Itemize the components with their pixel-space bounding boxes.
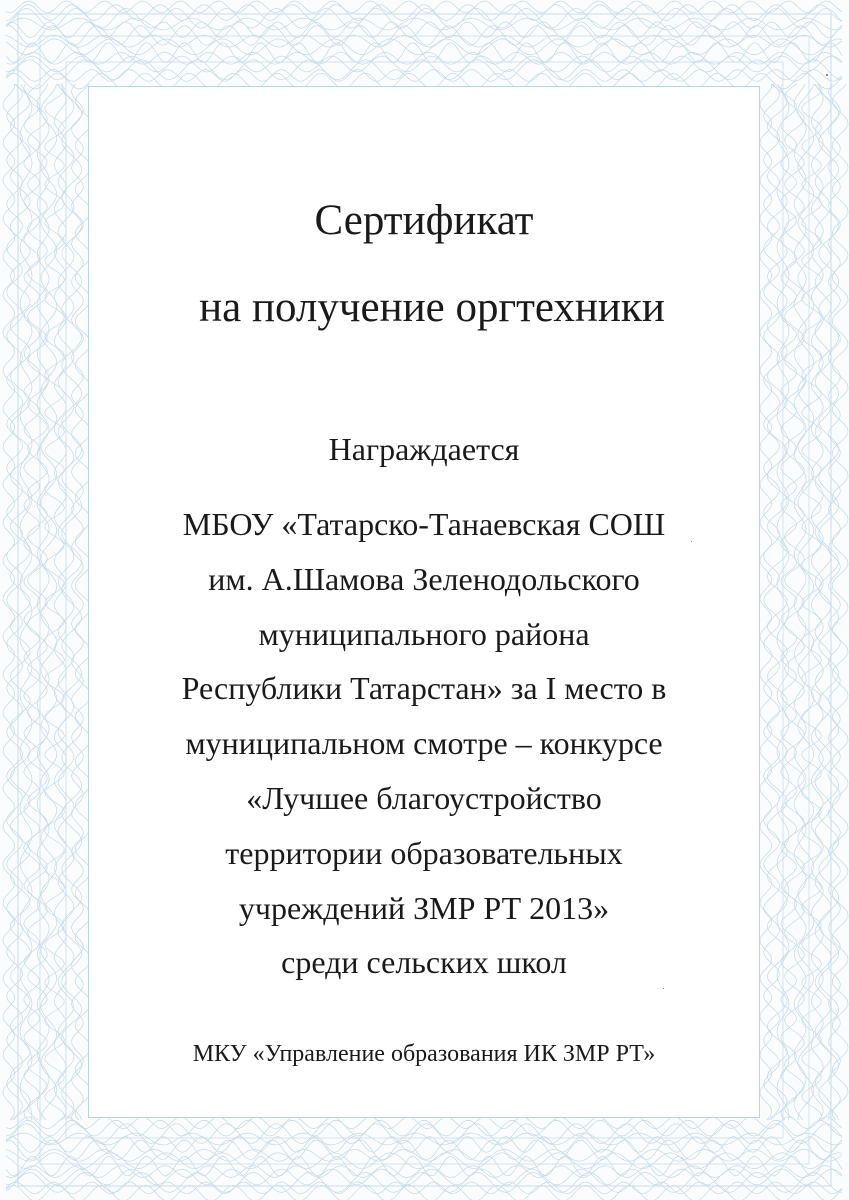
- award-line: МБОУ «Татарско-Танаевская СОШ: [182, 506, 666, 542]
- certificate-title: Сертификат: [314, 197, 534, 244]
- award-line: муниципальном смотре – конкурсе: [185, 725, 663, 762]
- certificate-subtitle: на получение оргтехники: [199, 284, 665, 331]
- award-description: [88, 497, 760, 990]
- award-line: учреждений ЗМР РТ 2013»: [238, 889, 610, 926]
- scan-speck: [691, 541, 692, 542]
- award-line: среди сельских школ: [281, 944, 567, 981]
- award-line: муниципального района: [258, 615, 590, 652]
- issuer-organization: МКУ «Управление образования ИК ЗМР РТ»: [192, 1041, 656, 1067]
- scan-speck: [663, 988, 664, 989]
- scan-speck: [826, 74, 828, 76]
- award-line: Республики Татарстан» за I место в: [181, 670, 667, 707]
- award-line: территории образовательных: [225, 834, 623, 871]
- award-line: «Лучшее благоустройство: [246, 779, 602, 816]
- award-line: им. А.Шамова Зеленодольского: [208, 560, 640, 597]
- awarded-label: Награждается: [328, 431, 520, 467]
